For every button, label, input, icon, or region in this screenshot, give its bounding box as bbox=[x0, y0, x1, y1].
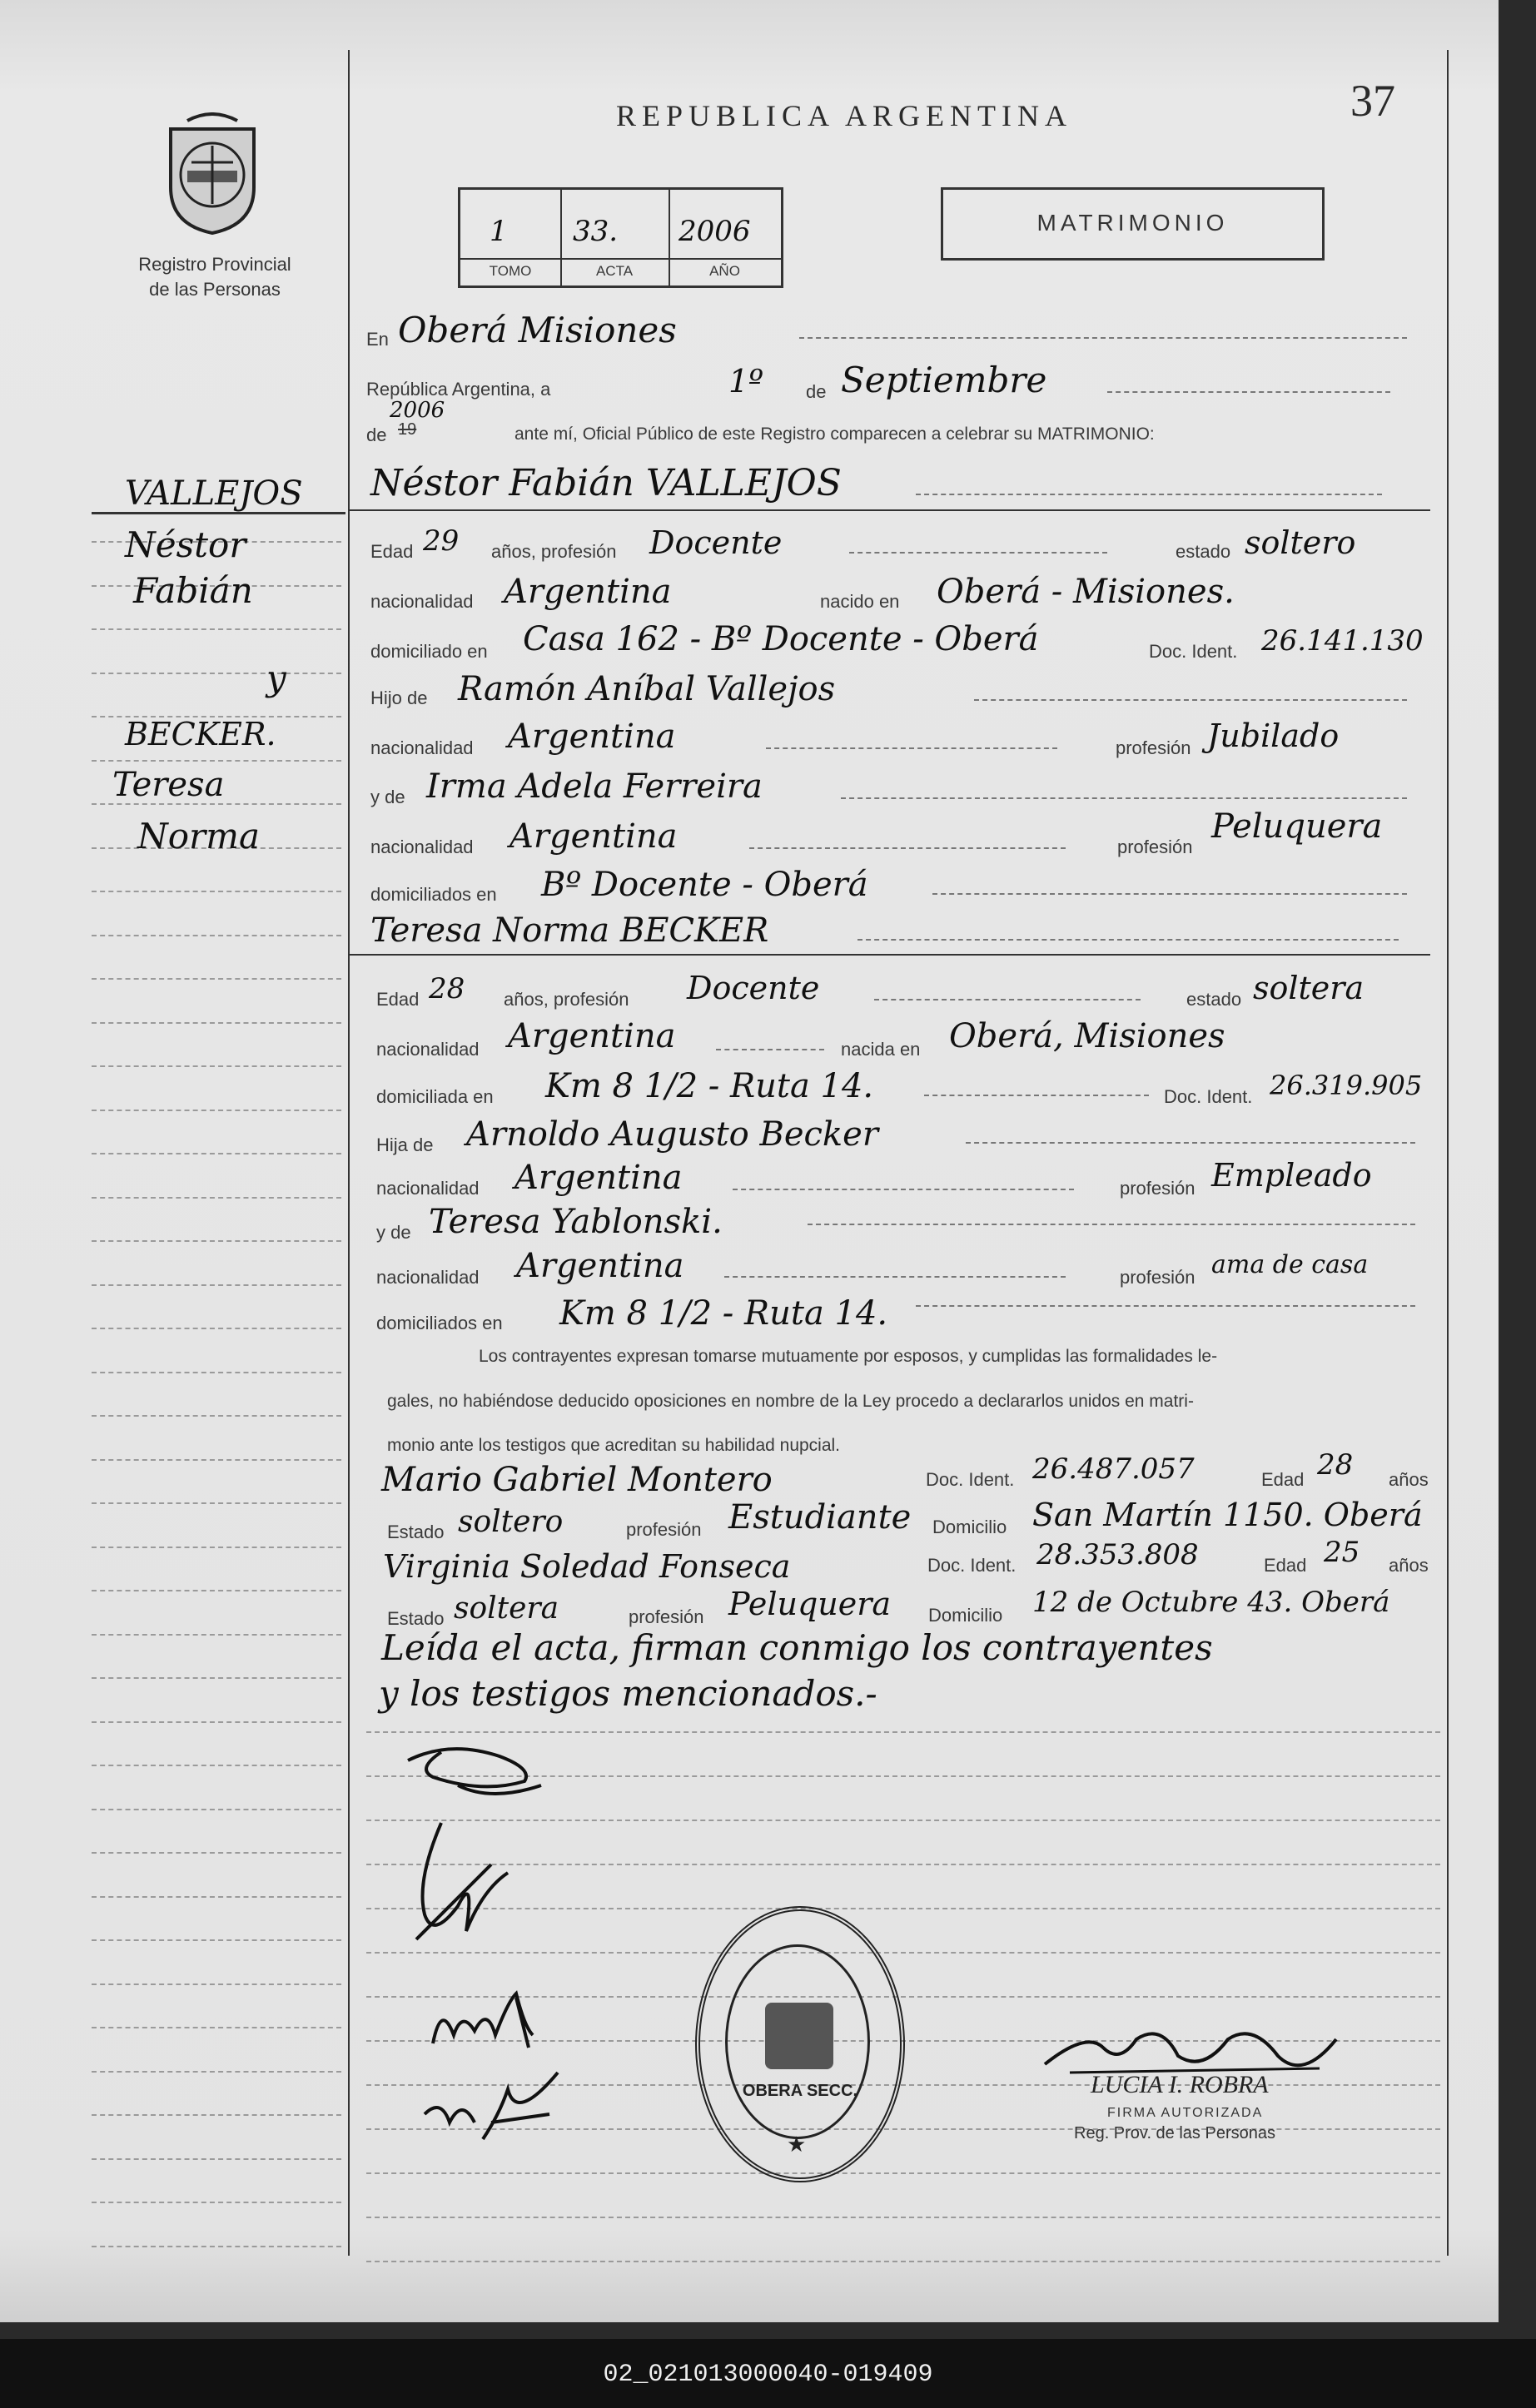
margin-rule bbox=[92, 1547, 341, 1548]
image-identifier: 02_021013000040-019409 bbox=[603, 2361, 933, 2389]
groom-doc-label: Doc. Ident. bbox=[1149, 641, 1238, 662]
witness2-doc-label: Doc. Ident. bbox=[927, 1555, 1017, 1576]
witness1-age-label: Edad bbox=[1261, 1469, 1305, 1490]
seal-emblem-icon bbox=[765, 2003, 833, 2069]
statement-line-2: gales, no habiéndose deducido oposiciones en nombre de la Ley procedo a declararlos unidos en matri- bbox=[387, 1392, 1194, 1411]
right-frame-line bbox=[1447, 50, 1449, 2256]
bride-father-prof: Empleado bbox=[1211, 1157, 1372, 1194]
witness2-status: soltera bbox=[454, 1591, 559, 1626]
groom-doc: 26.141.130 bbox=[1261, 624, 1424, 658]
fill-line bbox=[974, 699, 1407, 701]
bride-mother: Teresa Yablonski. bbox=[429, 1203, 723, 1241]
fill-line bbox=[724, 1276, 1066, 1278]
margin-rule bbox=[92, 1022, 341, 1024]
margin-rule bbox=[92, 1983, 341, 1985]
groom-mother-nat: Argentina bbox=[510, 817, 678, 856]
closing-line-2: y los testigos mencionados.- bbox=[379, 1673, 877, 1714]
bride-nationality-label: nacionalidad bbox=[376, 1039, 480, 1060]
bride-born-label: nacida en bbox=[841, 1039, 921, 1060]
bride-mother-nat: Argentina bbox=[516, 1247, 684, 1285]
groom-mother-label: y de bbox=[370, 787, 405, 807]
witness2-addr: 12 de Octubre 43. Oberá bbox=[1032, 1586, 1390, 1619]
witness1-doc-label: Doc. Ident. bbox=[926, 1469, 1015, 1490]
margin-rule bbox=[92, 1677, 341, 1679]
de-label: de bbox=[806, 381, 827, 402]
margin-rule bbox=[92, 935, 341, 936]
registry-name-line1: Registro Provincial bbox=[138, 254, 291, 275]
bride-father: Arnoldo Augusto Becker bbox=[466, 1115, 878, 1154]
witness1-status: soltero bbox=[458, 1505, 564, 1539]
groom-nationality-label: nacionalidad bbox=[370, 591, 474, 612]
official-name: LUCIA I. ROBRA bbox=[1091, 2071, 1269, 2098]
bride-address-label: domiciliada en bbox=[376, 1086, 494, 1107]
witness1-age: 28 bbox=[1317, 1448, 1354, 1482]
witness1-prof: Estudiante bbox=[728, 1498, 912, 1537]
main-rule bbox=[366, 2172, 1440, 2174]
bride-nationality: Argentina bbox=[508, 1017, 676, 1055]
year-print: 19 bbox=[398, 420, 417, 439]
witness2-doc: 28.353.808 bbox=[1036, 1538, 1199, 1571]
fill-line bbox=[932, 893, 1407, 895]
margin-rule bbox=[92, 2071, 341, 2073]
main-rule bbox=[366, 2217, 1440, 2218]
fill-line bbox=[849, 552, 1107, 554]
groom-name: Néstor Fabián VALLEJOS bbox=[370, 462, 842, 504]
margin-rule bbox=[92, 2202, 341, 2203]
margin-rule bbox=[92, 1153, 341, 1154]
ano-label: AÑO bbox=[709, 263, 740, 279]
fill-line bbox=[966, 1142, 1415, 1144]
margin-rule bbox=[92, 1065, 341, 1067]
margin-name-3: y bbox=[266, 658, 286, 698]
bride-father-nat: Argentina bbox=[514, 1159, 683, 1197]
bride-status: soltera bbox=[1253, 970, 1365, 1006]
ano-value: 2006 bbox=[679, 215, 751, 248]
acta-value: 33. bbox=[573, 215, 619, 248]
record-type-box bbox=[941, 187, 1325, 261]
groom-profession-label: años, profesión bbox=[491, 541, 617, 562]
day: 1º bbox=[728, 363, 764, 400]
groom-status: soltero bbox=[1245, 524, 1356, 561]
tomo-label: TOMO bbox=[489, 263, 532, 279]
bride-status-label: estado bbox=[1186, 989, 1242, 1010]
margin-name-2: Fabián bbox=[133, 570, 253, 611]
margin-rule bbox=[92, 1852, 341, 1854]
page-number: 37 bbox=[1350, 76, 1395, 126]
place: Oberá Misiones bbox=[398, 310, 677, 350]
fill-line bbox=[808, 1224, 1415, 1225]
groom-mother-prof-label: profesión bbox=[1117, 837, 1193, 857]
bride-father-nat-label: nacionalidad bbox=[376, 1178, 480, 1199]
margin-rule bbox=[92, 1197, 341, 1199]
republic-label: República Argentina, a bbox=[366, 379, 551, 400]
margin-name-4: BECKER. bbox=[125, 716, 276, 752]
groom-born-label: nacido en bbox=[820, 591, 900, 612]
acta-label: ACTA bbox=[595, 263, 634, 279]
groom-born: Oberá - Misiones. bbox=[937, 573, 1235, 611]
groom-father-label: Hijo de bbox=[370, 688, 428, 708]
signature-2-icon bbox=[400, 1815, 533, 1956]
witness1-addr-label: Domicilio bbox=[932, 1517, 1007, 1537]
signature-1-icon bbox=[400, 1735, 549, 1802]
witness1-addr: San Martín 1150. Oberá bbox=[1032, 1497, 1423, 1533]
bride-section-divider bbox=[348, 954, 1430, 956]
margin-divider-line bbox=[348, 50, 350, 2256]
witness1-status-label: Estado bbox=[387, 1522, 445, 1542]
groom-parents-addr-label: domiciliados en bbox=[370, 884, 497, 905]
main-rule bbox=[366, 2261, 1440, 2262]
fill-line bbox=[916, 1305, 1415, 1307]
groom-nationality: Argentina bbox=[504, 573, 672, 611]
margin-rule bbox=[92, 1415, 341, 1417]
margin-rule bbox=[92, 1459, 341, 1461]
witness1-years-label: años bbox=[1389, 1469, 1429, 1490]
groom-age-label: Edad bbox=[370, 541, 414, 562]
fill-line bbox=[857, 939, 1399, 941]
fill-line bbox=[716, 1049, 824, 1050]
margin-rule bbox=[92, 2246, 341, 2247]
groom-father-nat-label: nacionalidad bbox=[370, 737, 474, 758]
margin-rule bbox=[92, 2158, 341, 2160]
witness2-status-label: Estado bbox=[387, 1608, 445, 1629]
margin-rule bbox=[92, 1502, 341, 1504]
bride-doc-label: Doc. Ident. bbox=[1164, 1086, 1253, 1107]
margin-rule bbox=[92, 978, 341, 980]
margin-rule bbox=[92, 1372, 341, 1373]
margin-rule bbox=[92, 891, 341, 892]
closing-line-1: Leída el acta, firman conmigo los contrayentes bbox=[381, 1627, 1213, 1668]
bride-profession: Docente bbox=[687, 970, 820, 1006]
margin-rule bbox=[92, 2114, 341, 2116]
margin-rule bbox=[92, 760, 341, 762]
witness2-prof-label: profesión bbox=[629, 1606, 704, 1627]
official-title-1: FIRMA AUTORIZADA bbox=[1107, 2106, 1264, 2120]
witness2-name: Virginia Soledad Fonseca bbox=[383, 1548, 791, 1585]
record-numbers-box bbox=[458, 187, 783, 288]
margin-rule bbox=[92, 1284, 341, 1286]
margin-name-0: VALLEJOS bbox=[125, 474, 303, 513]
bride-age-label: Edad bbox=[376, 989, 420, 1010]
witness1-prof-label: profesión bbox=[626, 1519, 702, 1540]
seal-star-icon: ★ bbox=[787, 2132, 807, 2157]
bride-mother-prof: ama de casa bbox=[1211, 1250, 1369, 1279]
fill-line bbox=[799, 337, 1407, 339]
groom-father: Ramón Aníbal Vallejos bbox=[458, 670, 836, 708]
margin-name-1: Néstor bbox=[125, 524, 246, 565]
groom-father-prof: Jubilado bbox=[1207, 717, 1340, 754]
bride-profession-label: años, profesión bbox=[504, 989, 629, 1010]
bride-doc: 26.319.905 bbox=[1270, 1070, 1423, 1101]
fill-line bbox=[766, 747, 1057, 749]
witness1-doc: 26.487.057 bbox=[1032, 1452, 1195, 1486]
bride-parents-addr: Km 8 1/2 - Ruta 14. bbox=[559, 1294, 888, 1333]
bride-parents-addr-label: domiciliados en bbox=[376, 1313, 503, 1333]
groom-address: Casa 162 - Bº Docente - Oberá bbox=[523, 620, 1039, 658]
bride-mother-nat-label: nacionalidad bbox=[376, 1267, 480, 1288]
witness2-prof: Peluquera bbox=[728, 1586, 892, 1622]
groom-father-prof-label: profesión bbox=[1116, 737, 1191, 758]
bride-mother-prof-label: profesión bbox=[1120, 1267, 1195, 1288]
groom-status-label: estado bbox=[1176, 541, 1231, 562]
registry-name-line2: de las Personas bbox=[149, 279, 281, 300]
record-type: MATRIMONIO bbox=[1036, 210, 1229, 236]
witness1-name: Mario Gabriel Montero bbox=[381, 1461, 773, 1499]
margin-name-6: Norma bbox=[137, 816, 260, 856]
margin-rule bbox=[92, 1721, 341, 1723]
bride-address: Km 8 1/2 - Ruta 14. bbox=[545, 1067, 874, 1105]
witness2-addr-label: Domicilio bbox=[928, 1605, 1003, 1626]
margin-rule bbox=[92, 628, 341, 630]
official-seal bbox=[695, 1906, 905, 2182]
year-prefix-label: de bbox=[366, 425, 387, 445]
signature-4-icon bbox=[416, 2064, 566, 2156]
en-label: En bbox=[366, 329, 389, 350]
fill-line bbox=[874, 999, 1141, 1000]
country-title: REPUBLICA ARGENTINA bbox=[616, 99, 1073, 132]
groom-mother: Irma Adela Ferreira bbox=[426, 767, 763, 806]
groom-mother-prof: Peluquera bbox=[1211, 807, 1383, 846]
groom-mother-nat-label: nacionalidad bbox=[370, 837, 474, 857]
bride-father-label: Hija de bbox=[376, 1134, 434, 1155]
witness2-years-label: años bbox=[1389, 1555, 1429, 1576]
tomo-value: 1 bbox=[490, 215, 508, 248]
bride-name: Teresa Norma BECKER bbox=[370, 911, 769, 950]
groom-section-divider bbox=[348, 509, 1430, 511]
main-rule bbox=[366, 1731, 1440, 1733]
groom-parents-addr: Bº Docente - Oberá bbox=[541, 866, 868, 904]
fill-line bbox=[1107, 391, 1390, 393]
official-title-2: Reg. Prov. de las Personas bbox=[1074, 2124, 1275, 2142]
intro-text: ante mí, Oficial Público de este Registro comparecen a celebrar su MATRIMONIO: bbox=[514, 425, 1155, 444]
bride-born: Oberá, Misiones bbox=[949, 1017, 1225, 1055]
margin-rule bbox=[92, 1634, 341, 1636]
margin-rule bbox=[92, 1896, 341, 1898]
groom-address-label: domiciliado en bbox=[370, 641, 488, 662]
groom-age: 29 bbox=[423, 524, 460, 558]
statement-line-3: monio ante los testigos que acreditan su habilidad nupcial. bbox=[387, 1436, 841, 1455]
month: Septiembre bbox=[841, 360, 1047, 400]
margin-rule bbox=[92, 1240, 341, 1242]
bride-mother-label: y de bbox=[376, 1222, 411, 1243]
signature-3-icon bbox=[425, 1985, 549, 2060]
groom-profession: Docente bbox=[649, 524, 783, 561]
groom-father-nat: Argentina bbox=[508, 717, 676, 756]
margin-rule bbox=[92, 1110, 341, 1111]
margin-rule bbox=[92, 1765, 341, 1766]
fill-line bbox=[924, 1095, 1149, 1096]
margin-rule bbox=[92, 2027, 341, 2028]
fill-line bbox=[841, 797, 1407, 799]
year: 2006 bbox=[390, 398, 445, 423]
statement-line-1: Los contrayentes expresan tomarse mutuamente por esposos, y cumplidas las formalidades le- bbox=[479, 1347, 1218, 1366]
seal-text: OBERA SECC. bbox=[742, 2082, 858, 2100]
bride-age: 28 bbox=[429, 972, 465, 1005]
bride-father-prof-label: profesión bbox=[1120, 1178, 1195, 1199]
margin-rule bbox=[92, 673, 341, 674]
witness2-age: 25 bbox=[1324, 1536, 1360, 1569]
fill-line bbox=[749, 847, 1066, 849]
fill-line bbox=[916, 494, 1382, 495]
margin-rule bbox=[92, 1328, 341, 1329]
coat-of-arms-icon bbox=[154, 112, 271, 237]
margin-rule bbox=[92, 1809, 341, 1810]
margin-name-5: Teresa bbox=[112, 766, 225, 804]
fill-line bbox=[733, 1189, 1074, 1190]
margin-rule bbox=[92, 1590, 341, 1591]
witness2-age-label: Edad bbox=[1264, 1555, 1307, 1576]
margin-rule bbox=[92, 1939, 341, 1941]
